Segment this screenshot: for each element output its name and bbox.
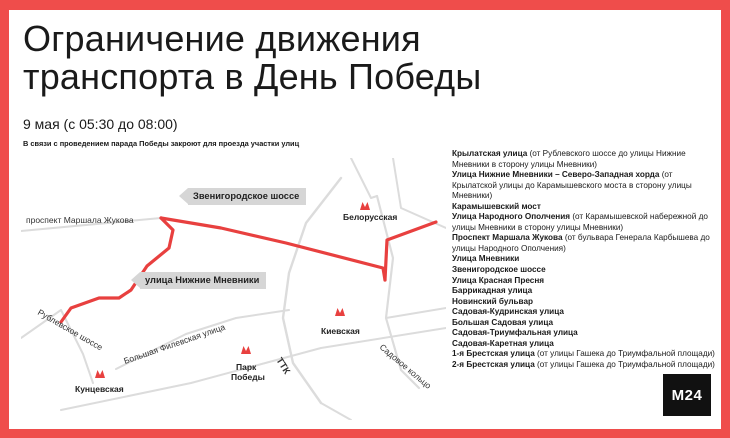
street-item [452, 233, 717, 254]
closed-roads [61, 218, 436, 322]
street-item [452, 297, 717, 308]
street-detail: (от Крылатской улицы до Карамышевского моста в сторону улицы Мневники) [452, 170, 692, 201]
street-name: Новинский бульвар [452, 296, 534, 306]
label-ttk: ТТК [273, 355, 293, 377]
street-item [452, 202, 717, 213]
callout-nizhnie-mnevniki: улица Нижние Мневники [140, 272, 266, 289]
label-rublevskoe: Рублевское шоссе [36, 307, 105, 353]
station-kievskaya [321, 308, 360, 336]
closure-zhukova-zvenigorodskoe [161, 218, 385, 280]
page-title [23, 20, 481, 96]
callout-zvenigorodskoe: Звенигородское шоссе [188, 188, 306, 205]
street-item [452, 318, 717, 329]
street-detail: (от Рублевского шоссе до улицы Нижние Мневники в сторону улицы Мневники) [452, 149, 686, 169]
street-name: Улица Мневники [452, 254, 520, 264]
road-north [351, 158, 377, 198]
station-label: Парк [236, 362, 257, 372]
street-name: Садовая-Триумфальная улица [452, 328, 578, 338]
station-kuntsevskaya [75, 370, 124, 394]
station-label: Кунцевская [75, 384, 124, 394]
street-detail: (от улицы Гашека до Триумфальной площади) [537, 349, 715, 359]
street-item [452, 276, 717, 287]
station-label: Киевская [321, 326, 360, 336]
street-name: Улица Нижние Мневники – Северо-Западная хорда [452, 170, 660, 180]
street-item [452, 170, 717, 202]
metro-icon [360, 202, 370, 210]
street-name: Улица Народного Ополчения [452, 212, 571, 222]
street-name: Большая Садовая улица [452, 317, 554, 327]
street-item [452, 360, 717, 371]
street-item [452, 349, 717, 360]
label-marshala-zhukova: проспект Маршала Жукова [26, 215, 134, 225]
street-detail: (от улицы Гашека до Триумфальной площади) [537, 359, 715, 369]
metro-icon [241, 346, 251, 354]
metro-icon [95, 370, 105, 378]
street-item [452, 149, 717, 170]
street-name: Баррикадная улица [452, 286, 533, 296]
road-east [386, 308, 446, 318]
street-item [452, 339, 717, 350]
station-belorusskaya [343, 202, 397, 222]
street-name: Карамышевский мост [452, 201, 541, 211]
label-bolshaya-filevskaya: Большая Филевская улица [122, 321, 227, 366]
street-name: Звенигородское шоссе [452, 265, 546, 275]
closure-nizhnie-mnevniki [61, 218, 173, 322]
title-line-1: Ограничение движения [23, 18, 421, 59]
street-item [452, 328, 717, 339]
date-time: 9 мая (с 05:30 до 08:00) [23, 116, 178, 132]
metro-icon [335, 308, 345, 316]
station-label: Белорусская [343, 212, 398, 222]
closed-streets-list [452, 149, 717, 370]
street-name: Садовая-Каретная улица [452, 338, 554, 348]
street-item [452, 212, 717, 233]
street-item [452, 254, 717, 265]
street-name: Крылатская улица [452, 149, 528, 158]
street-item [452, 286, 717, 297]
title-line-2: транспорта в День Победы [23, 56, 482, 97]
street-name: Садовая-Кудринская улица [452, 307, 564, 317]
infographic-card [9, 10, 721, 429]
street-name: Улица Красная Пресня [452, 275, 545, 285]
m24-logo: М24 [663, 374, 711, 416]
closure-sadovoe [385, 222, 436, 280]
street-item [452, 265, 717, 276]
street-name: 1-я Брестская улица [452, 349, 535, 359]
street-name: Проспект Маршала Жукова [452, 233, 563, 243]
label-sadovoe: Садовое кольцо [377, 341, 434, 391]
road-tverskaya [393, 158, 446, 228]
station-label: Победы [231, 372, 265, 382]
street-name: 2-я Брестская улица [452, 359, 535, 369]
street-detail: (от бульвара Генерала Карбышева до улицы Народного Ополчения) [452, 233, 710, 253]
street-detail: (от Карамышевской набережной до улицы Мневники в сторону улицы Мневники) [452, 212, 708, 232]
street-item [452, 307, 717, 318]
closure-note: В связи с проведением парада Победы закроют для проезда участки улиц [23, 139, 300, 148]
road-south [321, 403, 351, 420]
